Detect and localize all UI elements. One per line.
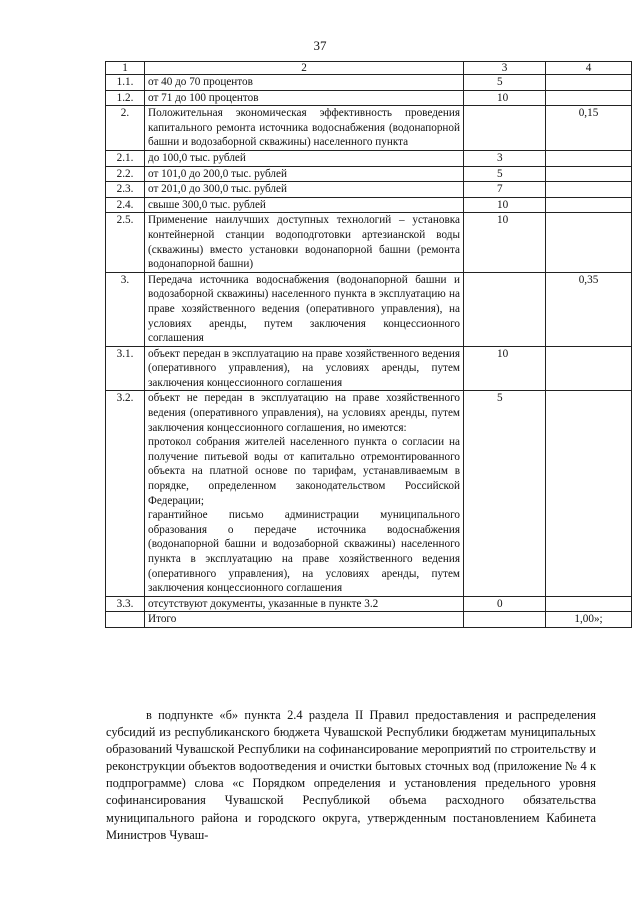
row-text: до 100,0 тыс. рублей xyxy=(145,150,464,166)
row-number xyxy=(106,612,145,628)
row-text: объект передан в эксплуатацию на праве хозяйственного ведения (оперативного управления), на условиях аренды, путем заключения концессионного соглашения xyxy=(145,346,464,391)
row-text-intro: объект не передан в эксплуатацию на праве хозяйственного ведения (оперативного управления), на условиях аренды, путем заключения концессионного соглашения, но имеются: xyxy=(148,392,460,434)
row-points xyxy=(464,166,546,182)
row-weight xyxy=(546,391,632,596)
row-weight xyxy=(546,346,632,391)
paragraph-indent xyxy=(106,708,146,722)
row-number: 3.3. xyxy=(106,596,145,612)
row-text: свыше 300,0 тыс. рублей xyxy=(145,197,464,213)
row-weight xyxy=(546,166,632,182)
row-text-protocol: протокол собрания жителей населенного пункта о согласии на получение питьевой воды от капитально отремонтированного объекта на платной основе по тарифам, устанавливаемым в порядке, определенном законодательством Российской Федерации; xyxy=(148,436,460,507)
table-row xyxy=(106,346,632,391)
row-points xyxy=(464,596,546,612)
row-points xyxy=(464,150,546,166)
row-text: от 101,0 до 200,0 тыс. рублей xyxy=(145,166,464,182)
header-cell-2: 2 xyxy=(145,62,464,75)
total-weight: 1,00»; xyxy=(546,612,632,628)
row-weight xyxy=(546,197,632,213)
row-text: от 40 до 70 процентов xyxy=(145,75,464,91)
row-number: 1.2. xyxy=(106,90,145,106)
row-points xyxy=(464,612,546,628)
table-row xyxy=(106,272,632,346)
page-number: 37 xyxy=(313,38,327,53)
row-weight: 0,35 xyxy=(546,272,632,346)
criteria-table xyxy=(105,61,632,628)
row-weight xyxy=(546,596,632,612)
points-value: 3 xyxy=(497,151,503,164)
row-points xyxy=(464,391,546,596)
table-row xyxy=(106,90,632,106)
row-number: 2. xyxy=(106,106,145,151)
header-cell-1: 1 xyxy=(106,62,145,75)
row-points xyxy=(464,90,546,106)
row-number: 2.1. xyxy=(106,150,145,166)
row-text: от 71 до 100 процентов xyxy=(145,90,464,106)
row-text: Положительная экономическая эффективность проведения капитального ремонта источника водоснабжения (водонапорной башни и водозаборной скважины) населенного пункта xyxy=(145,106,464,151)
table-row xyxy=(106,150,632,166)
row-number: 2.5. xyxy=(106,213,145,272)
row-text: от 201,0 до 300,0 тыс. рублей xyxy=(145,182,464,198)
points-value: 10 xyxy=(497,198,509,211)
table-row xyxy=(106,182,632,198)
row-number: 3. xyxy=(106,272,145,346)
row-number: 2.3. xyxy=(106,182,145,198)
points-value: 10 xyxy=(497,214,509,227)
row-points xyxy=(464,182,546,198)
row-text: отсутствуют документы, указанные в пункте 3.2 xyxy=(145,596,464,612)
row-number: 3.1. xyxy=(106,346,145,391)
row-weight xyxy=(546,150,632,166)
row-weight: 0,15 xyxy=(546,106,632,151)
row-points xyxy=(464,106,546,151)
row-points xyxy=(464,197,546,213)
table-row xyxy=(106,213,632,272)
row-text xyxy=(145,391,464,596)
row-text: Применение наилучших доступных технологий – установка контейнерной станции водоподготовки артезианской воды (скважины) вместо установки водонапорной башни (ремонта водонапорной башни) xyxy=(145,213,464,272)
table-row xyxy=(106,75,632,91)
row-text-guarantee-letter: гарантийное письмо администрации муниципального образования о передаче источника водоснабжения (водонапорной башни и водозаборной скважины) населенного пункта в эксплуатацию на праве хозяйственного ведения (оперативного управления), на условиях аренды, путем заключения концессионного соглашения xyxy=(148,509,460,595)
points-value: 7 xyxy=(497,183,503,196)
table-row xyxy=(106,106,632,151)
row-number: 1.1. xyxy=(106,75,145,91)
table-row xyxy=(106,596,632,612)
points-value: 5 xyxy=(497,76,503,88)
points-value: 10 xyxy=(497,91,509,104)
paragraph-text: в подпункте «б» пункта 2.4 раздела II Правил предоставления и распределения субсидий из республиканского бюджета Чувашской Республики бюджетам муниципальных образований Чувашской Республики на софинансирование мероприятий по строительству и реконструкции объектов водоотведения и очистки бытовых сточных вод (приложение № 4 к подпрограмме) слова «с Порядком определения и установления предельного уровня софинансирования Чувашской Республикой объема расходного обязательства муниципального района и городского округа, утвержденным постановлением Кабинета Министров Чуваш- xyxy=(106,708,596,842)
points-value: 0 xyxy=(497,597,503,610)
row-points xyxy=(464,272,546,346)
row-weight xyxy=(546,90,632,106)
row-weight xyxy=(546,75,632,91)
points-value: 5 xyxy=(497,167,503,180)
row-text: Передача источника водоснабжения (водонапорной башни и водозаборной скважины) населенного пункта в эксплуатацию на праве хозяйственного ведения (оперативного управления), на условиях аренды, путем заключения концессионного соглашения xyxy=(145,272,464,346)
table-row xyxy=(106,166,632,182)
row-weight xyxy=(546,213,632,272)
row-points xyxy=(464,75,546,91)
table-row xyxy=(106,391,632,596)
row-points xyxy=(464,213,546,272)
table-header-row xyxy=(106,62,632,75)
table-row xyxy=(106,197,632,213)
row-number: 2.4. xyxy=(106,197,145,213)
points-value: 5 xyxy=(497,392,503,405)
points-value: 10 xyxy=(497,347,509,360)
row-number: 3.2. xyxy=(106,391,145,596)
row-points xyxy=(464,346,546,391)
body-paragraph xyxy=(106,707,596,844)
total-label: Итого xyxy=(145,612,464,628)
header-cell-3: 3 xyxy=(464,62,546,75)
header-cell-4: 4 xyxy=(546,62,632,75)
row-number: 2.2. xyxy=(106,166,145,182)
table-total-row xyxy=(106,612,632,628)
row-weight xyxy=(546,182,632,198)
